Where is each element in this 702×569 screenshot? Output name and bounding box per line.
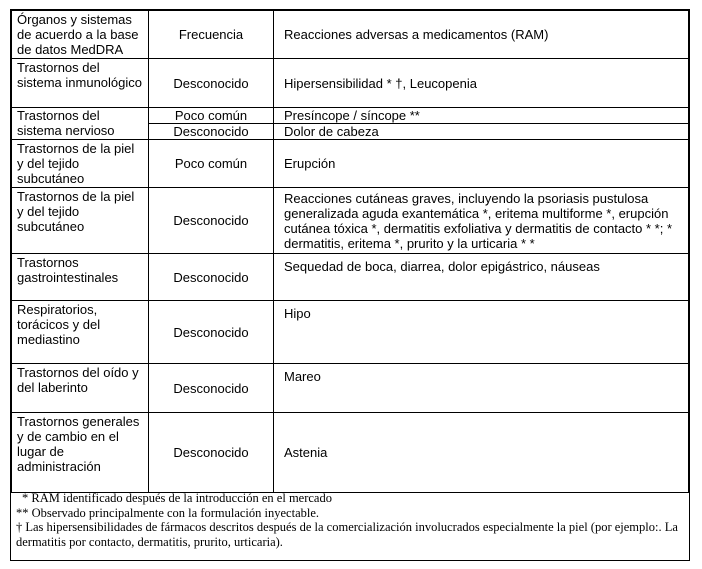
frequency-cell: Desconocido <box>149 413 274 493</box>
header-frequency: Frecuencia <box>149 11 274 59</box>
frequency-cell: Poco común <box>149 108 274 124</box>
frequency-cell: Desconocido <box>149 188 274 254</box>
organ-cell: Trastornos del sistema inmunológico <box>12 59 149 108</box>
adverse-reactions-document <box>10 9 690 561</box>
table-row <box>12 140 689 188</box>
reaction-cell: Astenia <box>274 413 689 493</box>
table-row <box>12 108 689 124</box>
header-reactions: Reacciones adversas a medicamentos (RAM) <box>274 11 689 59</box>
table-row <box>12 364 689 413</box>
frequency-cell: Desconocido <box>149 364 274 413</box>
reaction-cell: Dolor de cabeza <box>274 124 689 140</box>
reaction-cell: Erupción <box>274 140 689 188</box>
reaction-cell: Presíncope / síncope ** <box>274 108 689 124</box>
table-row <box>12 301 689 364</box>
footnote-dagger: † Las hipersensibilidades de fármacos descritos después de la comercialización involucrados especialmente la piel (por ejemplo:. La dermatitis por contacto, dermatitis, prurito, urticaria). <box>16 520 678 549</box>
footnotes <box>11 490 688 549</box>
table-row <box>12 188 689 254</box>
organ-cell: Trastornos del oído y del laberinto <box>12 364 149 413</box>
header-organ-system: Órganos y sistemas de acuerdo a la base de datos MedDRA <box>12 11 149 59</box>
frequency-cell: Desconocido <box>149 59 274 108</box>
table-header-row <box>12 11 689 59</box>
frequency-cell: Desconocido <box>149 124 274 140</box>
reaction-cell: Reacciones cutáneas graves, incluyendo la psoriasis pustulosa generalizada aguda exantemática *, eritema multiforme *, erupción cutánea tóxica *, dermatitis exfoliativa y dermatitis de contacto * *; * dermatitis, eritema *, prurito y la urticaria * * <box>274 188 689 254</box>
frequency-cell: Desconocido <box>149 254 274 301</box>
reaction-cell: Hipersensibilidad * †, Leucopenia <box>274 59 689 108</box>
table-row <box>12 413 689 493</box>
adverse-reactions-table <box>11 10 689 493</box>
frequency-cell: Desconocido <box>149 301 274 364</box>
organ-cell: Trastornos gastrointestinales <box>12 254 149 301</box>
organ-cell: Respiratorios, torácicos y del mediastino <box>12 301 149 364</box>
reaction-cell: Sequedad de boca, diarrea, dolor epigástrico, náuseas <box>274 254 689 301</box>
organ-cell: Trastornos generales y de cambio en el lugar de administración <box>12 413 149 493</box>
reaction-cell: Hipo <box>274 301 689 364</box>
table-row <box>12 59 689 108</box>
organ-cell: Trastornos del sistema nervioso <box>12 108 149 140</box>
reaction-cell: Mareo <box>274 364 689 413</box>
footnote-asterisk: * RAM identificado después de la introducción en el mercado <box>22 491 332 505</box>
table-row <box>12 254 689 301</box>
frequency-cell: Poco común <box>149 140 274 188</box>
organ-cell: Trastornos de la piel y del tejido subcutáneo <box>12 188 149 254</box>
footnote-double-asterisk: ** Observado principalmente con la formulación inyectable. <box>16 505 320 520</box>
organ-cell: Trastornos de la piel y del tejido subcutáneo <box>12 140 149 188</box>
